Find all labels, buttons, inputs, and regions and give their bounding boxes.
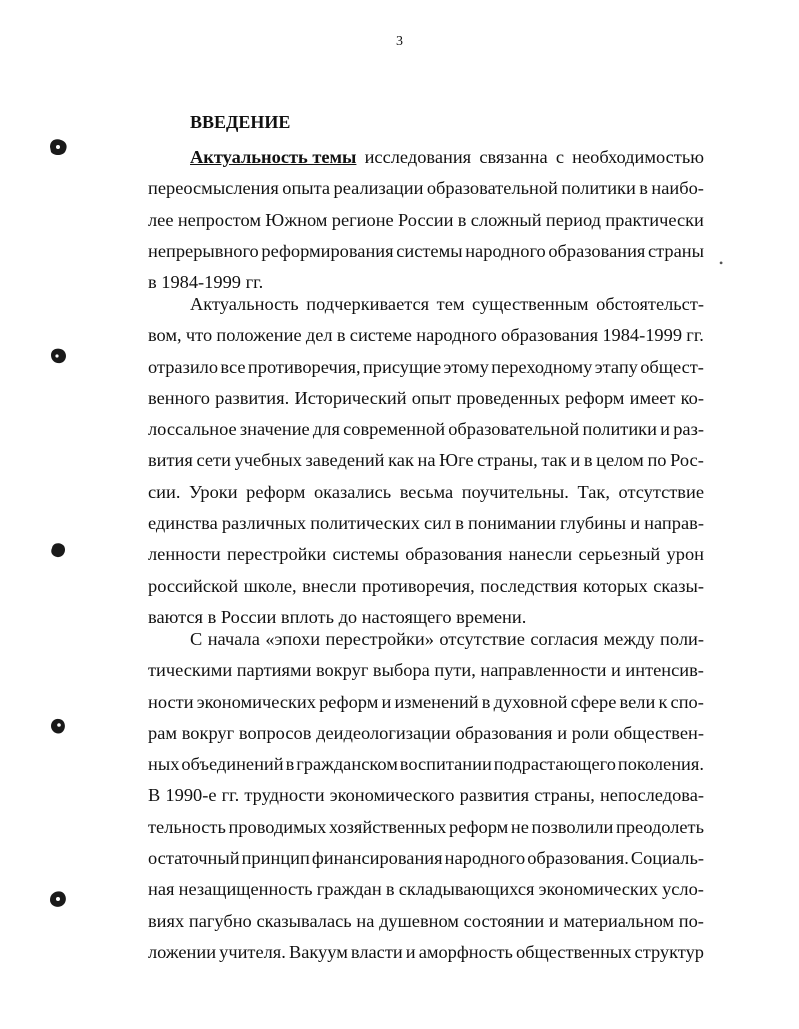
paragraph-1 (148, 142, 704, 298)
word: оказались (313, 481, 392, 502)
binder-hole-2 (47, 346, 69, 366)
word: в (336, 325, 346, 346)
word: ложении (148, 941, 217, 962)
paragraph-3 (148, 624, 704, 968)
paragraph-3-lines (148, 655, 704, 968)
word: понимании (468, 513, 556, 534)
word: складывающихся (398, 879, 535, 900)
word: к (658, 691, 668, 712)
text-line (148, 477, 704, 508)
word: воспитании (399, 754, 492, 775)
text-line (148, 352, 704, 383)
word: лоссальное (148, 419, 237, 440)
word: согласия (530, 629, 599, 649)
word: экономических (196, 691, 316, 712)
word: Южном (265, 209, 328, 230)
word: пагубно (188, 910, 252, 931)
word: рам (148, 722, 177, 743)
text-line (148, 843, 704, 874)
word: интенсив- (625, 660, 704, 681)
word: в (285, 754, 295, 775)
binder-hole-5 (47, 889, 69, 909)
word: образовательной (448, 419, 580, 440)
paragraph-2-lines (148, 320, 704, 602)
word: ных (148, 754, 180, 775)
word: присущие (362, 356, 442, 377)
word: перестройки» (325, 629, 434, 649)
word: российской (148, 575, 239, 596)
word: страны (647, 240, 704, 261)
hole-icon (47, 346, 69, 366)
word: России (398, 209, 454, 230)
text-line (148, 687, 704, 718)
text-line (148, 718, 704, 749)
word: ко- (680, 387, 704, 408)
word: остаточный (148, 848, 240, 869)
word: положение (216, 325, 302, 346)
word: практически (605, 209, 704, 230)
word: вопросов (238, 722, 312, 743)
text-line (148, 383, 704, 414)
word: обществен- (613, 722, 704, 743)
binder-hole-3 (47, 540, 69, 560)
text-line (148, 445, 704, 476)
word: вели (619, 691, 656, 712)
word: изменений (394, 691, 479, 712)
word: по- (678, 910, 704, 931)
word: последствия (480, 575, 578, 596)
text-line (148, 655, 704, 686)
word: выбора (372, 660, 430, 681)
paragraph-1-lines (148, 173, 704, 267)
word: реформ (565, 387, 625, 408)
word: народного (416, 325, 497, 346)
lead-phrase: Актуальность темы (190, 147, 357, 167)
word: гг. (221, 785, 240, 806)
word: общест- (640, 356, 704, 377)
word: для (312, 419, 340, 440)
word: сети (196, 450, 231, 471)
word: Так, (577, 481, 610, 502)
hole-icon (47, 889, 69, 909)
word: Исторический (294, 387, 407, 408)
word: структур (634, 941, 704, 962)
word: позволили (531, 816, 614, 837)
word: непоследова- (599, 785, 704, 806)
word: и (381, 691, 392, 712)
word: «эпохи (265, 629, 321, 649)
word: гражданском (296, 754, 398, 775)
text-line (148, 749, 704, 780)
word: противоречия, (362, 575, 475, 596)
word: не (510, 816, 529, 837)
word: незащищенность (178, 879, 313, 900)
paragraph-2-last-line: ваются в России вплоть до настоящего времени. (148, 606, 527, 627)
word: сказывалась (256, 910, 352, 931)
word: духовной (493, 691, 568, 712)
word: обстоятельст- (596, 294, 704, 314)
word: этому (443, 356, 489, 377)
word: тем (436, 294, 465, 314)
section-heading: ВВЕДЕНИЕ (190, 112, 291, 132)
word: имеет (629, 387, 676, 408)
word: заведений (305, 450, 385, 471)
word: проводимых (228, 816, 327, 837)
word: ленности (148, 544, 221, 565)
word: между (603, 629, 655, 649)
word: пути, (434, 660, 476, 681)
word: вития (148, 450, 193, 471)
word: период (545, 209, 601, 230)
word: урон (666, 544, 704, 565)
word: перестройки (227, 544, 327, 565)
word: политических (310, 513, 420, 534)
word: сфере (570, 691, 617, 712)
word: лее (148, 209, 174, 230)
page-number: 3 (396, 34, 403, 49)
word: и (660, 419, 671, 440)
word: 1984-1999 (602, 325, 683, 346)
word: так (541, 450, 567, 471)
text-line (148, 906, 704, 937)
word: отсутствие (618, 481, 704, 502)
word: различных (221, 513, 307, 534)
word: власти (350, 941, 403, 962)
word: и (557, 722, 568, 743)
word: реформ (449, 816, 509, 837)
word: сказы- (653, 575, 704, 596)
text-line (148, 205, 704, 236)
scan-mark: • (719, 256, 724, 270)
word: этапу (594, 356, 638, 377)
word: Рос- (670, 450, 704, 471)
word: направ- (644, 513, 704, 534)
word: тическими (148, 660, 233, 681)
word: реформ (319, 691, 379, 712)
word: серьезный (578, 544, 661, 565)
word: и (570, 450, 581, 471)
word: экономических (538, 879, 658, 900)
paragraph-1-line-1 (148, 142, 704, 173)
word: начала (207, 629, 260, 649)
word: виях (148, 910, 185, 931)
paragraph-2 (148, 289, 704, 633)
word: поучительны. (461, 481, 569, 502)
word: и (611, 660, 621, 681)
hole-icon (47, 137, 69, 157)
word: усло- (662, 879, 704, 900)
word: что (185, 325, 213, 346)
word: образования (501, 325, 599, 346)
word: все (220, 356, 246, 377)
word: в (385, 879, 395, 900)
word: связанна (479, 147, 548, 167)
word: образовательной (426, 178, 558, 199)
word: народного (444, 848, 526, 869)
word: роли (571, 722, 609, 743)
text-line (148, 571, 704, 602)
word: партиями (236, 660, 312, 681)
word: экономического (329, 785, 455, 806)
word: на (356, 910, 375, 931)
word: страны, (534, 785, 595, 806)
word: состоянии (463, 910, 545, 931)
word: вокруг (181, 722, 235, 743)
word: и (405, 941, 416, 962)
word: гг. (686, 325, 704, 346)
word: существенным (472, 294, 589, 314)
word: переходному (491, 356, 593, 377)
text-line (148, 508, 704, 539)
word: необходимостью (572, 147, 704, 167)
word: опыт (411, 387, 452, 408)
word: поли- (660, 629, 704, 649)
word: системы (396, 240, 463, 261)
binder-hole-1 (47, 137, 69, 157)
word: отразило (148, 356, 219, 377)
word: Юге (439, 450, 474, 471)
text-line (148, 320, 704, 351)
word: единства (148, 513, 218, 534)
text-line (148, 236, 704, 267)
word: в (481, 691, 491, 712)
word: проведенных (456, 387, 560, 408)
word: исследования (364, 147, 472, 167)
word: переосмысления (148, 178, 279, 199)
word: непрерывного (148, 240, 259, 261)
word: сложный (470, 209, 542, 230)
word: нанесли (508, 544, 573, 565)
word: Актуальность (190, 294, 299, 314)
word: подчеркивается (306, 294, 430, 314)
word: дел (305, 325, 333, 346)
word: граждан (316, 879, 382, 900)
word: опыта (282, 178, 331, 199)
word: общественных (515, 941, 632, 962)
word: противоречия, (247, 356, 361, 377)
word: страны, (477, 450, 538, 471)
word: значение (239, 419, 310, 440)
word: развития. (215, 387, 290, 408)
word: Уроки (189, 481, 238, 502)
word: которых (583, 575, 648, 596)
word: весьма (399, 481, 454, 502)
word: учебных (234, 450, 302, 471)
word: реформ (246, 481, 306, 502)
word: внесли (302, 575, 357, 596)
word: с (555, 147, 564, 167)
word: развития (459, 785, 530, 806)
word: поколения. (617, 754, 704, 775)
word: в (639, 178, 648, 199)
word: целом (596, 450, 644, 471)
text-line (148, 780, 704, 811)
text-line (148, 414, 704, 445)
word: тельность (148, 816, 226, 837)
word: глубины (560, 513, 627, 534)
hole-icon (47, 540, 69, 560)
word: подрастающего (493, 754, 616, 775)
word: трудности (244, 785, 325, 806)
hole-icon (47, 716, 69, 736)
word: и (548, 910, 559, 931)
word: С (190, 629, 203, 649)
word: душевном (379, 910, 459, 931)
word: спо- (670, 691, 704, 712)
text-line (148, 812, 704, 843)
word: регионе (331, 209, 394, 230)
word: реформирования (261, 240, 394, 261)
word: венного (148, 387, 210, 408)
word: хозяйственных (328, 816, 447, 837)
word: объединений (181, 754, 284, 775)
word: учителя. (219, 941, 286, 962)
word: как (388, 450, 414, 471)
text-line (148, 874, 704, 905)
word: принцип (241, 848, 310, 869)
word: народного (465, 240, 546, 261)
word: Социаль- (630, 848, 704, 869)
word: системы (332, 544, 399, 565)
word: в (457, 209, 467, 230)
paragraph-2-first-line (148, 289, 704, 320)
word: ная (148, 879, 175, 900)
text-line (148, 539, 704, 570)
word: политики (561, 178, 636, 199)
word: непростом (177, 209, 261, 230)
word: сии. (148, 481, 181, 502)
word: реализации (333, 178, 424, 199)
word: по (647, 450, 667, 471)
word: преодолеть (616, 816, 704, 837)
word: наибо- (651, 178, 704, 199)
word: 1990-е (165, 785, 217, 806)
paragraph-3-first-line (148, 624, 704, 655)
word: сил (424, 513, 452, 534)
text-line (148, 173, 704, 204)
word: и (630, 513, 641, 534)
word: системе (349, 325, 412, 346)
word: аморфность (418, 941, 513, 962)
word: образования. (527, 848, 629, 869)
binder-hole-4 (47, 716, 69, 736)
word: современной (343, 419, 446, 440)
text-line (148, 937, 704, 968)
word: вом, (148, 325, 182, 346)
word: образования (548, 240, 646, 261)
word: раз- (673, 419, 704, 440)
word: финансирования (311, 848, 443, 869)
word: Вакуум (288, 941, 348, 962)
word: направленности (480, 660, 607, 681)
word: В (148, 785, 161, 806)
word: отсутствие (439, 629, 525, 649)
word: вокруг (315, 660, 369, 681)
word: материальном (563, 910, 675, 931)
word: в (583, 450, 593, 471)
word: образования (405, 544, 503, 565)
word: на (417, 450, 436, 471)
paragraph-1-last-line: в 1984-1999 гг. (148, 272, 264, 293)
word: в (455, 513, 464, 534)
word: образования (455, 722, 553, 743)
word: ности (148, 691, 194, 712)
word: деидеологизации (316, 722, 451, 743)
word: школе, (243, 575, 297, 596)
word: политики (582, 419, 657, 440)
